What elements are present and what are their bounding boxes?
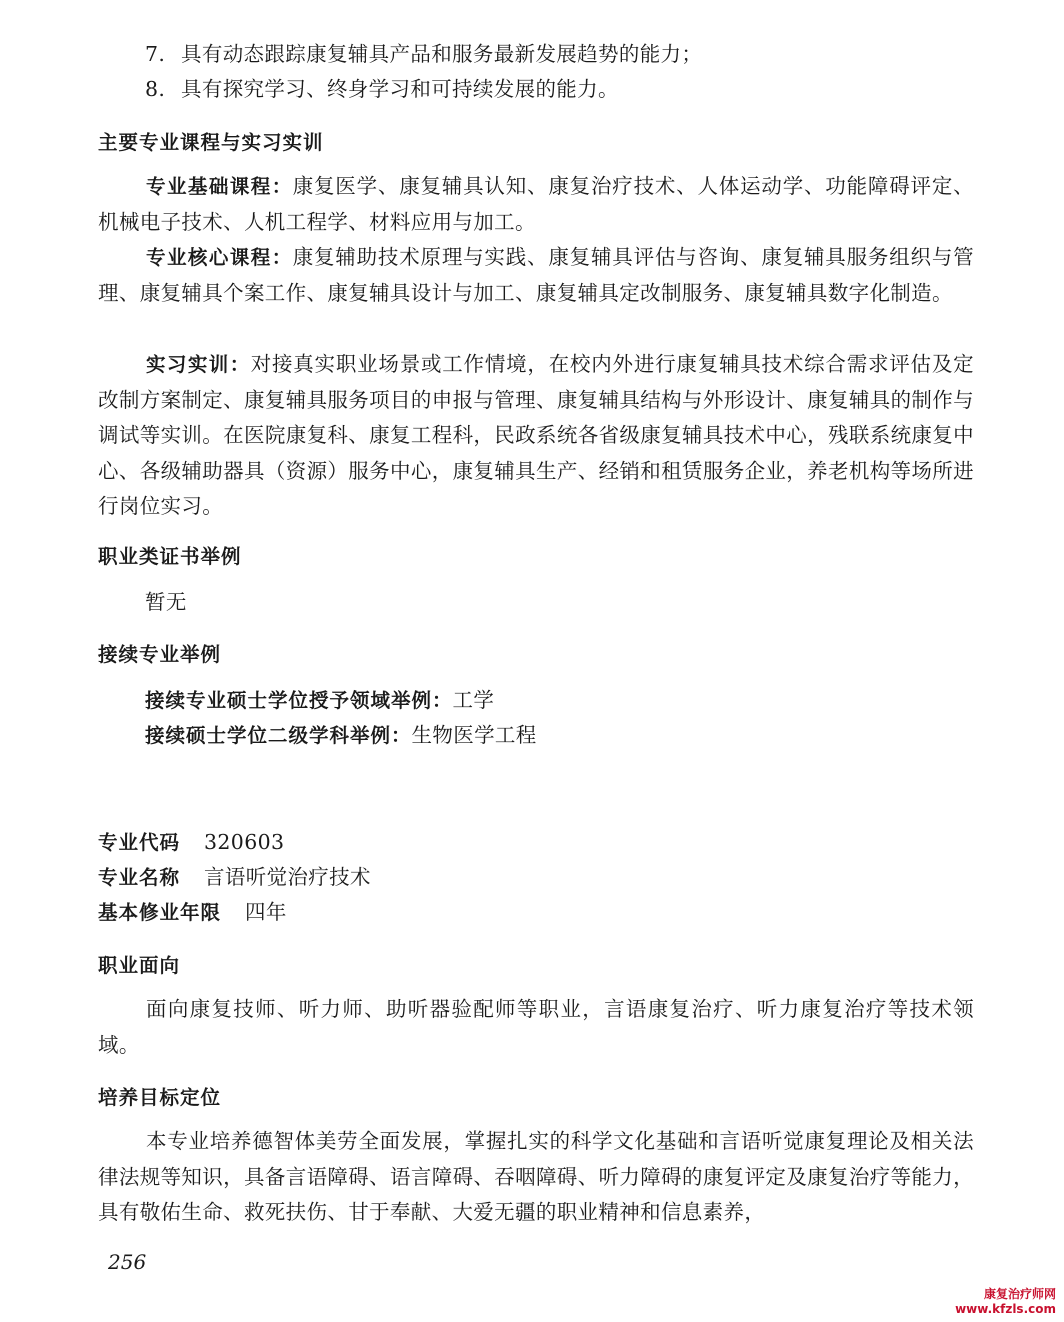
heading-certificates: 职业类证书举例 bbox=[98, 545, 242, 568]
label-discipline: 接续硕士学位二级学科举例： bbox=[145, 724, 412, 747]
label-master-field: 接续专业硕士学位授予领域举例： bbox=[145, 689, 453, 712]
major-name-row bbox=[98, 863, 371, 892]
label-practice: 实习实训： bbox=[146, 353, 251, 376]
label-core-courses: 专业核心课程： bbox=[146, 246, 293, 269]
label-major-name: 专业名称 bbox=[98, 866, 181, 889]
label-study-years: 基本修业年限 bbox=[98, 901, 222, 924]
further-master-field bbox=[145, 686, 494, 715]
label-major-code: 专业代码 bbox=[98, 831, 181, 854]
list-item-text: 具有探究学习、终身学习和可持续发展的能力。 bbox=[181, 77, 619, 101]
text-certificates: 暂无 bbox=[145, 590, 187, 614]
watermark-cn: 康复治疗师网 bbox=[983, 1287, 1056, 1301]
paragraph-basic-courses bbox=[98, 169, 974, 240]
list-item-7 bbox=[145, 40, 702, 68]
paragraph-practice bbox=[98, 347, 974, 525]
label-basic-courses: 专业基础课程： bbox=[146, 175, 293, 198]
watermark-url: www.kfzls.com bbox=[955, 1302, 1056, 1316]
study-years-row bbox=[98, 898, 287, 927]
text-basic-courses: 康复医学、康复辅具认知、康复治疗技术、人体运动学、功能障碍评定、机械电子技术、人机工程学、材料应用与加工。 bbox=[98, 174, 974, 234]
heading-training-goal: 培养目标定位 bbox=[98, 1086, 222, 1109]
watermark-logo bbox=[955, 1287, 1056, 1317]
further-discipline bbox=[145, 721, 537, 750]
heading-further-study: 接续专业举例 bbox=[98, 643, 222, 666]
text-practice: 对接真实职业场景或工作情境，在校内外进行康复辅具技术综合需求评估及定改制方案制定、康复辅具服务项目的申报与管理、康复辅具结构与外形设计、康复辅具的制作与调试等实训。在医院康复科、康复工程科，民政系统各省级康复辅具技术中心，残联系统康复中心、各级辅助器具（资源）服务中心，康复辅具生产、经销和租赁服务企业，养老机构等场所进行岗位实习。 bbox=[98, 352, 974, 519]
paragraph-core-courses bbox=[98, 240, 974, 311]
list-item-text: 具有动态跟踪康复辅具产品和服务最新发展趋势的能力； bbox=[181, 42, 703, 66]
heading-career: 职业面向 bbox=[98, 954, 181, 977]
paragraph-career: 面向康复技师、听力师、助听器验配师等职业，言语康复治疗、听力康复治疗等技术领域。 bbox=[98, 997, 974, 1057]
paragraph-training-goal: 本专业培养德智体美劳全面发展，掌握扎实的科学文化基础和言语听觉康复理论及相关法律法规等知识，具备言语障碍、语言障碍、吞咽障碍、听力障碍的康复评定及康复治疗等能力，具有敬佑生命、救死扶伤、甘于奉献、大爱无疆的职业精神和信息素养， bbox=[98, 1129, 974, 1225]
value-discipline: 生物医学工程 bbox=[411, 723, 537, 747]
value-study-years: 四年 bbox=[245, 900, 287, 924]
value-major-name: 言语听觉治疗技术 bbox=[204, 865, 371, 889]
list-item-number: 8. bbox=[145, 77, 166, 101]
heading-courses: 主要专业课程与实习实训 bbox=[98, 131, 324, 154]
text-core-courses: 康复辅助技术原理与实践、康复辅具评估与咨询、康复辅具服务组织与管理、康复辅具个案工作、康复辅具设计与加工、康复辅具定改制服务、康复辅具数字化制造。 bbox=[98, 245, 974, 305]
value-major-code: 320603 bbox=[204, 830, 285, 854]
value-master-field: 工学 bbox=[452, 688, 495, 712]
page-number: 256 bbox=[108, 1250, 147, 1274]
major-code-row bbox=[98, 828, 284, 857]
list-item-number: 7. bbox=[145, 42, 166, 66]
list-item-8 bbox=[145, 75, 619, 103]
